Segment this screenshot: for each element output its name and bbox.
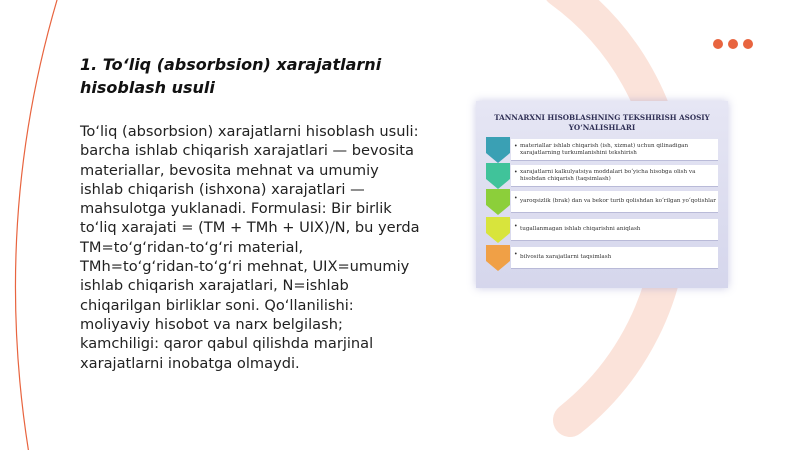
diagram-row — [486, 163, 718, 189]
dot — [728, 39, 738, 49]
diagram-row-text: • materiallar ishlab chiqarish (ish, xizmat) uchun qilinadigan xarajatlarning turkumlanishini tekshirish — [511, 139, 718, 161]
diagram-row-text: • tugallanmagan ishlab chiqarishni aniqlash — [511, 219, 718, 241]
diagram-row-text: • xarajatlarni kalkulyatsiya moddalari bo‘yicha hisobga olish va hisobdan chiqarish (taqsimlash) — [511, 165, 718, 187]
chevron-down-icon — [486, 245, 510, 271]
diagram-title: TANNARXNI HISOBLASHNING TEKSHIRISH ASOSIY YO‘NALISHLARI — [494, 113, 710, 132]
diagram-image — [476, 101, 728, 288]
diagram-row-text: • yaroqsizlik (brak) dan va bekor turib qolishdan ko‘rilgan yo‘qotishlar — [511, 191, 718, 213]
diagram-row-text: • bilvosita xarajatlarni taqsimlash — [511, 247, 718, 269]
chevron-down-icon — [486, 217, 510, 243]
chevron-down-icon — [486, 189, 510, 215]
slide-body: To‘liq (absorbsion) xarajatlarni hisoblash usuli: barcha ishlab chiqarish xarajatlari — bevosita materiallar, bevosita mehnat va umumiy ishlab chiqarish (ishxona) xarajatlari — mahsulotga yuklanadi. Formulasi: Bir birlik to‘liq xarajati = (TM + TMh + UIX)/N, bu yerda TM=to‘g‘ridan-to‘g‘ri material, TMh=to‘g‘ridan-to‘g‘ri mehnat, UIX=umumiy ishlab chiqarish xarajatlari, N=ishlab chiqarilgan birliklar soni. Qo‘llanilishi: moliyaviy hisobot va narx belgilash; kamchiligi: qaror qabul qilishda marjinal xarajatlarni inobatga olmaydi. — [80, 123, 420, 372]
dot — [743, 39, 753, 49]
decorative-dots — [713, 39, 753, 49]
diagram-row — [486, 245, 718, 271]
chevron-down-icon — [486, 163, 510, 189]
diagram-row — [486, 189, 718, 215]
dot — [713, 39, 723, 49]
slide-title: 1. To‘liq (absorbsion) xarajatlarni hisoblash usuli — [80, 55, 382, 97]
diagram-row — [486, 217, 718, 243]
chevron-down-icon — [486, 137, 510, 163]
diagram-row — [486, 137, 718, 163]
